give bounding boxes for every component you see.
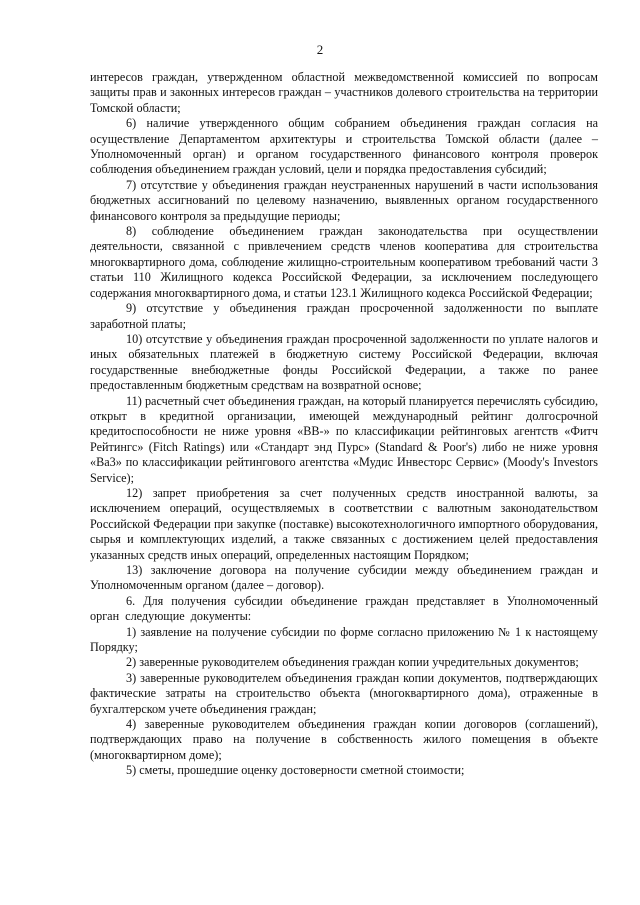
paragraph-item-7: 7) отсутствие у объединения граждан неустраненных нарушений в части использования бюджетных ассигнований по целевому назначению, выявленных органом государственного финансового контроля за предыдущие периоды; [90,177,598,223]
paragraph-item-12: 12) запрет приобретения за счет полученных средств иностранной валюты, за исключением операций, осуществляемых в соответствии с валютным законодательством Российской Федерации при закупке (поставке) высокотехнологичного импортного оборудования, сырья и комплектующих изделий, а также связанных с достижением целей предоставления указанных средств иных операций, определенных настоящим Порядком; [90,485,598,562]
paragraph-doc-1: 1) заявление на получение субсидии по форме согласно приложению № 1 к настоящему Порядку; [90,624,598,655]
paragraph-item-13: 13) заключение договора на получение субсидии между объединением граждан и Уполномоченным органом (далее – договор). [90,563,598,593]
page-number: 2 [316,42,324,57]
paragraph-continuation: интересов граждан, утвержденном областной межведомственной комиссией по вопросам защиты прав и законных интересов граждан – участников долевого строительства на территории Томской области; [90,70,598,115]
paragraph-doc-3: 3) заверенные руководителем объединения граждан копии документов, подтверждающих фактические затраты на строительство объекта (многоквартирного дома), отраженные в бухгалтерском учете объединения граждан; [90,670,598,716]
paragraph-item-9: 9) отсутствие у объединения граждан просроченной задолженности по выплате заработной платы; [90,301,598,331]
paragraph-item-10: 10) отсутствие у объединения граждан просроченной задолженности по уплате налогов и иных обязательных платежей в бюджетную систему Российской Федерации, включая государственные внебюджетные фонды Российской Федерации, а также по ранее предоставленным бюджетным средствам на возвратной основе; [90,331,598,393]
paragraph-item-6: 6) наличие утвержденного общим собранием объединения граждан согласия на осуществление Департаментом архитектуры и строительства Томской области (далее – Уполномоченный орган) и органом государственного финансового контроля проверок соблюдения объединением граждан условий, цели и порядка предоставления субсидий; [90,116,598,177]
paragraph-item-11: 11) расчетный счет объединения граждан, на который планируется перечислять субсидию, открыт в кредитной организации, имеющей международный рейтинг долгосрочной кредитоспособности не ниже уровня «BB-» по классификации рейтинговых агентств «Фитч Рейтингс» (Fitch Ratings) или «Стандарт энд Пурс» (Standard & Poor's) либо не ниже уровня «Ba3» по классификации рейтингового агентства «Мудис Инвесторс Сервис» (Moody's Investors Service); [90,393,598,485]
paragraph-doc-5: 5) сметы, прошедшие оценку достоверности сметной стоимости; [126,763,465,778]
paragraph-doc-2: 2) заверенные руководителем объединения граждан копии учредительных документов; [126,655,579,670]
document-body [90,70,598,779]
paragraph-doc-4: 4) заверенные руководителем объединения граждан копии договоров (соглашений), подтверждающих право на получение в собственность жилого помещения в объекте (многоквартирном доме); [90,717,598,762]
paragraph-clause-6: 6. Для получения субсидии объединение граждан представляет в Уполномоченный орган следующие документы: [90,593,598,624]
paragraph-item-8: 8) соблюдение объединением граждан законодательства при осуществлении деятельности, связанной с привлечением средств членов кооператива для строительства многоквартирного дома, соблюдение жилищно-строительным кооперативом требований части 3 статьи 110 Жилищного кодекса Российской Федерации, за исключением последующего содержания многоквартирного дома, и статьи 123.1 Жилищного кодекса Российской Федерации; [90,224,598,300]
